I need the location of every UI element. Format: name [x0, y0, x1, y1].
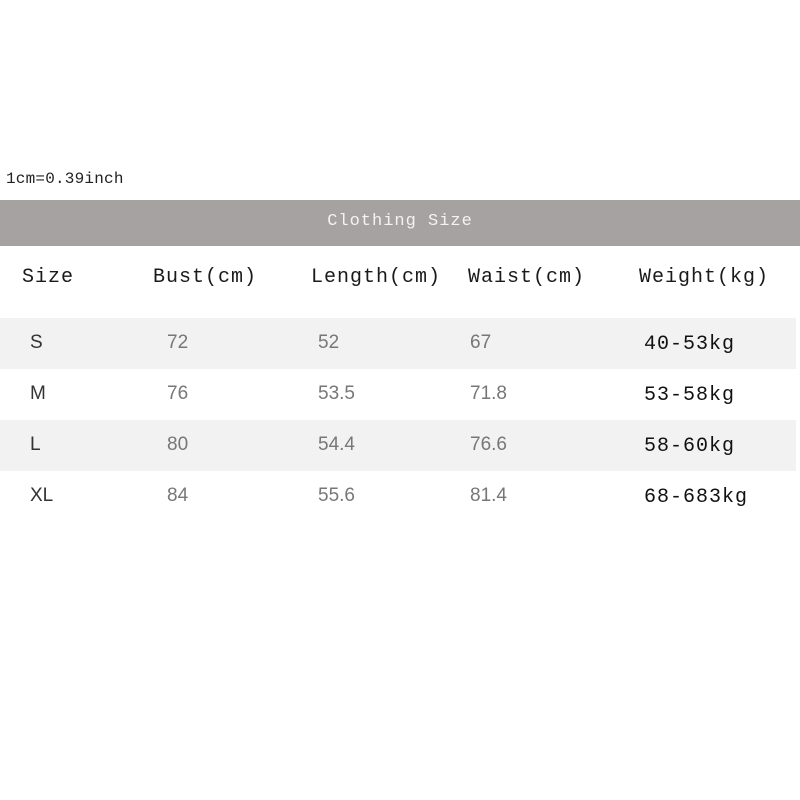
table-row	[0, 420, 796, 471]
table-row	[0, 369, 796, 420]
table-row	[0, 471, 796, 522]
header-length: Length(cm)	[311, 266, 442, 289]
cell-length: 52	[318, 332, 340, 353]
table-title: Clothing Size	[327, 211, 473, 231]
header-waist: Waist(cm)	[468, 266, 586, 289]
cell-length: 53.5	[318, 383, 355, 404]
cell-size: L	[30, 434, 41, 455]
cell-waist: 67	[470, 332, 492, 353]
cell-bust: 72	[167, 332, 189, 353]
header-bust: Bust(cm)	[153, 266, 258, 289]
cell-weight: 68-683kg	[644, 486, 749, 509]
cell-length: 55.6	[318, 485, 355, 506]
cell-size: XL	[30, 485, 54, 506]
table-header-row	[0, 258, 800, 298]
cell-size: M	[30, 383, 46, 404]
cell-weight: 53-58kg	[644, 384, 736, 407]
header-size: Size	[22, 266, 75, 289]
table-row	[0, 318, 796, 369]
cell-bust: 76	[167, 383, 189, 404]
cell-waist: 81.4	[470, 485, 507, 506]
unit-conversion-note: 1cm=0.39inch	[6, 170, 124, 188]
table-title-bar	[0, 200, 800, 246]
cell-waist: 71.8	[470, 383, 507, 404]
table-body	[0, 318, 800, 522]
cell-bust: 80	[167, 434, 189, 455]
cell-waist: 76.6	[470, 434, 507, 455]
cell-size: S	[30, 332, 43, 353]
header-weight: Weight(kg)	[639, 266, 770, 289]
cell-bust: 84	[167, 485, 189, 506]
cell-weight: 58-60kg	[644, 435, 736, 458]
cell-weight: 40-53kg	[644, 333, 736, 356]
cell-length: 54.4	[318, 434, 355, 455]
